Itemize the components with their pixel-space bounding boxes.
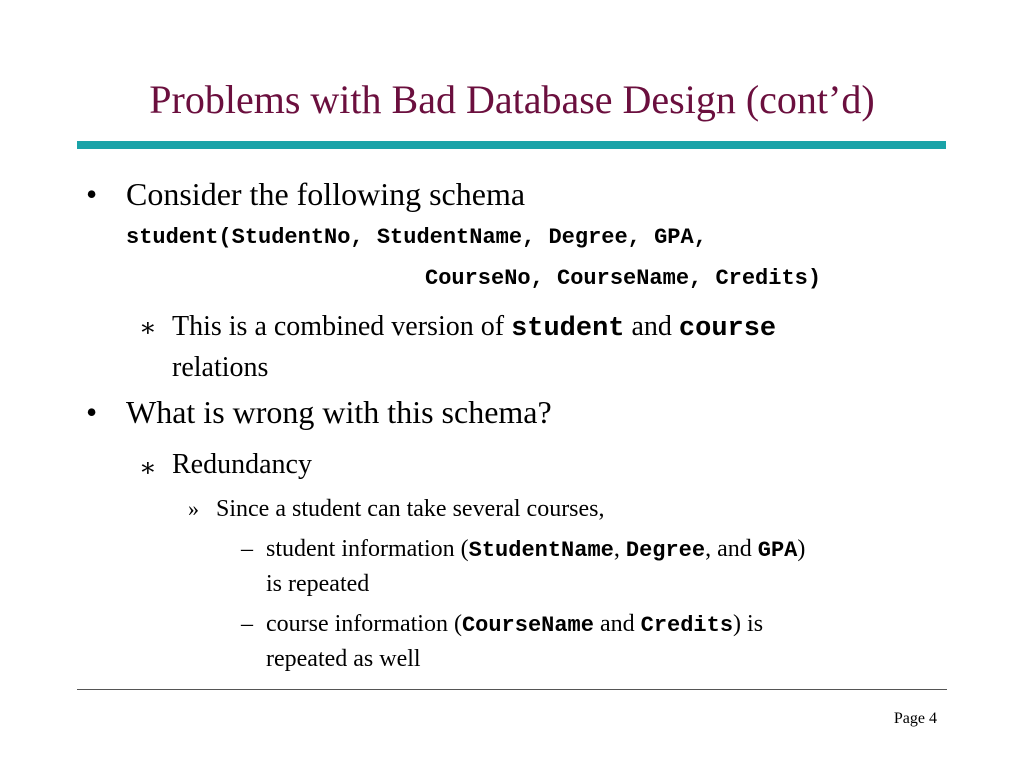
bullet-raquo-icon: » (188, 496, 199, 521)
bullet-2-text: What is wrong with this schema? (126, 394, 552, 430)
item-2-line-2: repeated as well (266, 646, 421, 672)
code-student: student (511, 314, 625, 344)
sub-1-mid-text: and (624, 311, 679, 342)
item-2-sep-1: and (593, 611, 641, 637)
slide-title: Problems with Bad Database Design (cont’d) (149, 77, 875, 122)
bullet-1-sub-1-line-1 (172, 308, 776, 348)
bullet-dot-icon: • (86, 176, 98, 212)
item-1-sep-2: , and (705, 536, 758, 562)
code-student-name: StudentName (468, 538, 614, 563)
item-1-line-1 (266, 532, 805, 568)
bullet-2-sub-1-text: Redundancy (172, 449, 312, 480)
bullet-2-sub-2-text: Since a student can take several courses, (216, 496, 605, 522)
code-course-name: CourseName (461, 613, 594, 638)
item-1-sep-1: , (613, 536, 626, 562)
item-1-line-2: is repeated (266, 571, 370, 597)
bullet-star-icon: ∗ (139, 453, 157, 482)
bullet-1-text: Consider the following schema (126, 176, 526, 212)
code-course: course (678, 314, 777, 344)
footer-divider (77, 689, 947, 690)
item-1-pre-text: student information ( (266, 536, 469, 562)
item-2-line-1 (266, 607, 763, 643)
bullet-dash-icon: – (241, 536, 253, 562)
title-divider (77, 141, 946, 149)
item-2-post-text: ) is (733, 611, 764, 637)
schema-line-1: student(StudentNo, StudentName, Degree, GPA, (126, 225, 707, 250)
bullet-1-sub-1-line-2: relations (172, 352, 269, 383)
bullet-star-icon: ∗ (139, 313, 157, 342)
schema-line-2: CourseNo, CourseName, Credits) (425, 266, 822, 291)
bullet-dash-icon: – (241, 611, 253, 637)
code-degree: Degree (625, 538, 706, 563)
code-credits: Credits (640, 613, 734, 638)
bullet-dot-icon: • (86, 394, 98, 430)
item-1-post-text: ) (797, 536, 806, 562)
code-gpa: GPA (757, 538, 798, 563)
sub-1-pre-text: This is a combined version of (172, 311, 512, 342)
item-2-pre-text: course information ( (266, 611, 462, 637)
page-number: Page 4 (893, 710, 937, 727)
